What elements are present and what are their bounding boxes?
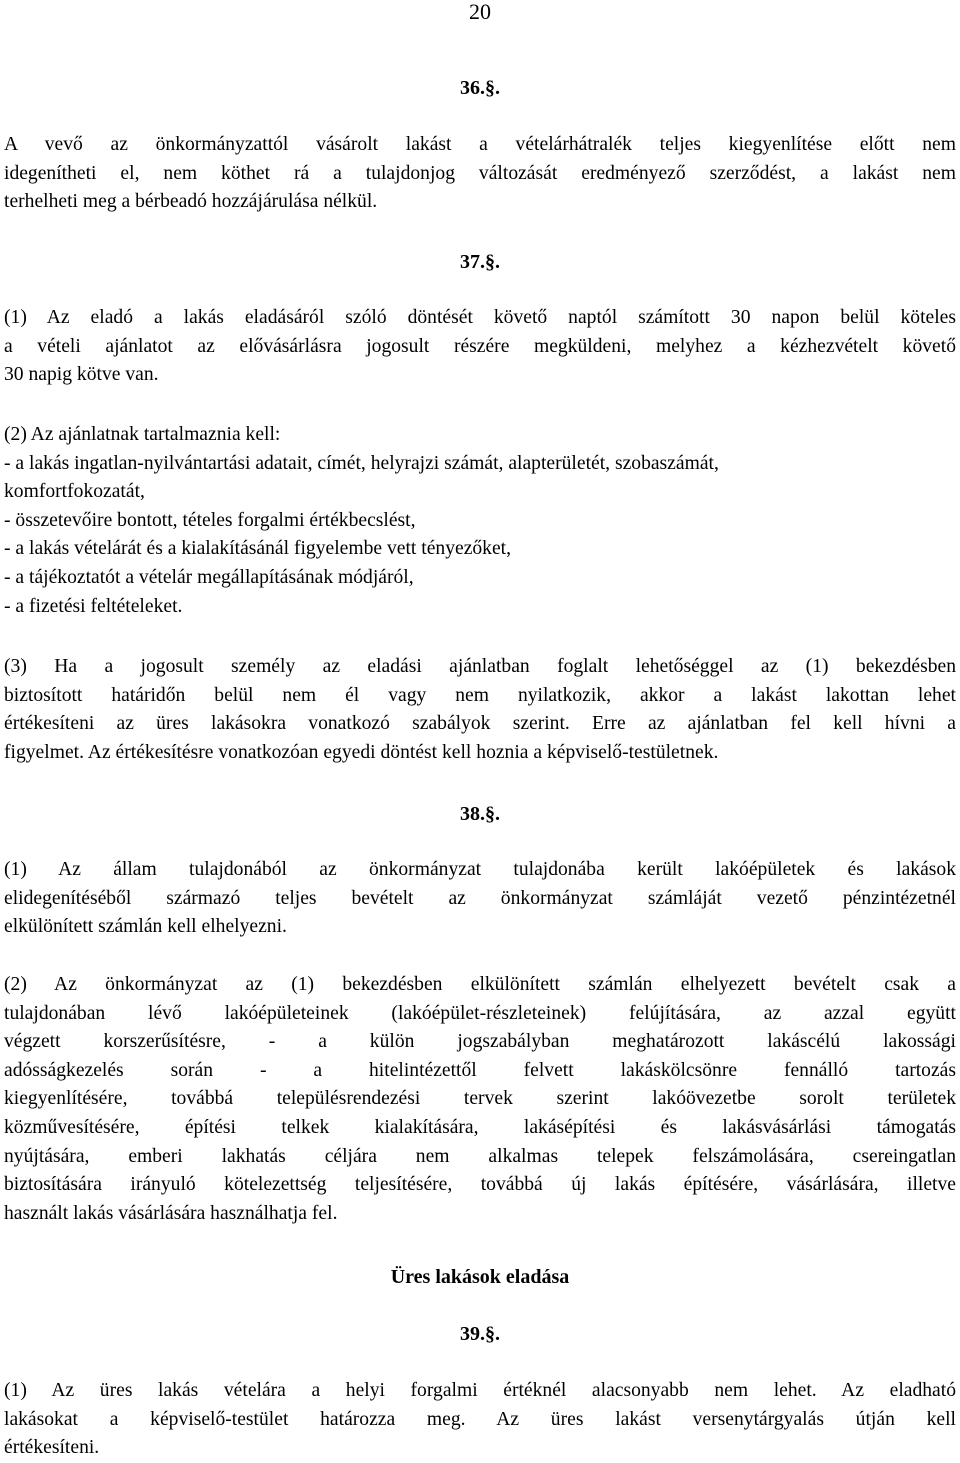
- text-line: használt lakás vásárlására használhatja fel.: [4, 1202, 338, 1224]
- section-38-heading: 38.§.: [460, 803, 500, 825]
- section-38-paragraph-1: [4, 856, 956, 942]
- text-line: biztosított határidőn belül nem él vagy nem nyilatkozik, akkor a lakást lakottan lehet: [4, 684, 956, 706]
- list-intro: (2) Az ajánlatnak tartalmaznia kell:: [4, 424, 281, 445]
- text-line: (1) Az eladó a lakás eladásáról szóló döntését követő naptól számított 30 napon belül köteles: [4, 307, 956, 328]
- section-37-paragraph-1: [4, 304, 956, 390]
- text-line: terhelheti meg a bérbeadó hozzájárulása nélkül.: [4, 191, 378, 213]
- text-line: figyelmet. Az értékesítésre vonatkozóan egyedi döntést kell hoznia a képviselő-testületnek.: [4, 741, 719, 763]
- text-line: 30 napig kötve van.: [4, 364, 159, 386]
- section-38-paragraph-2: [4, 971, 956, 1228]
- text-line: értékesíteni az üres lakásokra vonatkozó szabályok szerint. Erre az ajánlatban fel kell hívni a: [4, 713, 956, 735]
- text-line: lakásokat a képviselő-testület határozza meg. Az üres lakást versenytárgyalás útján kell: [4, 1408, 956, 1430]
- list-item: - a fizetési feltételeket.: [4, 595, 183, 617]
- text-line: (1) Az állam tulajdonából az önkormányzat tulajdonába került lakóépületek és lakások: [4, 859, 956, 880]
- section-37-paragraph-2: [4, 421, 956, 621]
- list-item: - a tájékoztatót a vételár megállapításának módjáról,: [4, 566, 414, 588]
- text-line: nyújtására, emberi lakhatás céljára nem alkalmas telepek felszámolására, csereingatlan: [4, 1145, 956, 1167]
- text-line: (2) Az önkormányzat az (1) bekezdésben elkülönített számlán elhelyezett bevételt csak a: [4, 974, 956, 995]
- text-line: (3) Ha a jogosult személy az eladási ajánlatban foglalt lehetőséggel az (1) bekezdésben: [4, 656, 956, 677]
- text-line: idegenítheti el, nem köthet rá a tulajdonjog változását eredményező szerződést, a lakást nem: [4, 162, 956, 184]
- list-item: komfortfokozatát,: [4, 481, 145, 503]
- text-line: elidegenítéséből származó teljes bevételt az önkormányzat számláját vezető pénzintézetnél: [4, 887, 956, 909]
- list-item: - összetevőire bontott, tételes forgalmi értékbecslést,: [4, 509, 416, 531]
- page-number: 20: [469, 0, 491, 24]
- text-line: adósságkezelés során - a hitelintézettől felvett lakáskölcsönre fennálló tartozás: [4, 1059, 956, 1081]
- subsection-title: Üres lakások eladása: [390, 1266, 570, 1288]
- text-line: biztosítására irányuló kötelezettség teljesítésére, továbbá új lakás építésére, vásárlására, illetve: [4, 1174, 956, 1196]
- text-line: tulajdonában lévő lakóépületeinek (lakóépület-részleteinek) felújítására, az azzal együtt: [4, 1002, 956, 1024]
- section-36-heading: 36.§.: [460, 77, 500, 99]
- text-line: végzett korszerűsítésre, - a külön jogszabályban meghatározott lakáscélú lakossági: [4, 1031, 956, 1053]
- text-line: (1) Az üres lakás vételára a helyi forgalmi értéknél alacsonyabb nem lehet. Az eladható: [4, 1380, 956, 1401]
- section-37-paragraph-3: [4, 653, 956, 767]
- list-item: - a lakás vételárát és a kialakításánál figyelembe vett tényezőket,: [4, 538, 512, 560]
- section-39-heading: 39.§.: [460, 1323, 500, 1345]
- text-line: közművesítésére, építési telkek kialakítására, lakásépítési és lakásvásárlási támogatás: [4, 1116, 956, 1138]
- section-39-paragraph-1: [4, 1377, 956, 1463]
- text-line: elkülönített számlán kell elhelyezni.: [4, 916, 287, 938]
- text-line: A vevő az önkormányzattól vásárolt lakást a vételárhátralék teljes kiegyenlítése előtt nem: [4, 134, 956, 155]
- text-line: a vételi ajánlatot az elővásárlásra jogosult részére megküldeni, melyhez a kézhezvételt követő: [4, 335, 956, 357]
- text-line: értékesíteni.: [4, 1437, 100, 1459]
- text-line: kiegyenlítésére, továbbá településrendezési tervek szerint lakóövezetbe sorolt területek: [4, 1088, 956, 1110]
- section-36-paragraph: [4, 131, 956, 217]
- list-item: - a lakás ingatlan-nyilvántartási adatait, címét, helyrajzi számát, alapterületét, szobaszámát,: [4, 452, 719, 474]
- section-37-heading: 37.§.: [460, 251, 500, 273]
